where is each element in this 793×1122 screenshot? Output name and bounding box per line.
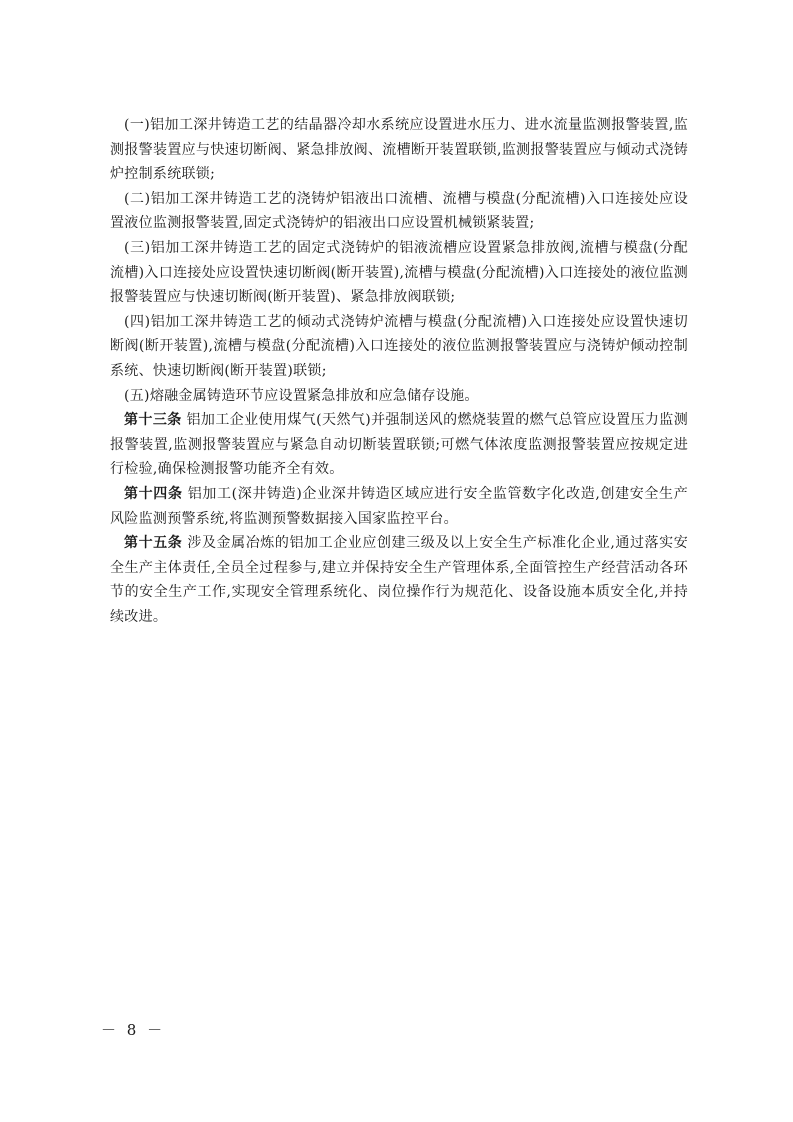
paragraph-text: (二)铝加工深井铸造工艺的浇铸炉铝液出口流槽、流槽与模盘(分配流槽)入口连接处应设置液位监测报警装置,固定式浇铸炉的铝液出口应设置机械锁紧装置; bbox=[110, 190, 688, 232]
paragraph-text: 铝加工企业使用煤气(天然气)并强制送风的燃烧装置的燃气总管应设置压力监测报警装置,监测报警装置应与紧急自动切断装置联锁;可燃气体浓度监测报警装置应按规定进行检验,确保检测报警功能齐全有效。 bbox=[110, 412, 688, 478]
article-number: 第十五条 bbox=[124, 535, 183, 552]
document-body bbox=[110, 113, 688, 629]
paragraph-item-4 bbox=[110, 310, 688, 384]
paragraph-text: 铝加工(深井铸造)企业深井铸造区域应进行安全监管数字化改造,创建安全生产风险监测预警系统,将监测预警数据接入国家监控平台。 bbox=[110, 485, 689, 527]
paragraph-text: (四)铝加工深井铸造工艺的倾动式浇铸炉流槽与模盘(分配流槽)入口连接处应设置快速切断阀(断开装置),流槽与模盘(分配流槽)入口连接处的液位监测报警装置应与浇铸炉倾动控制系统、快速切断阀(断开装置)联锁; bbox=[110, 313, 688, 379]
paragraph-item-2 bbox=[110, 187, 688, 236]
article-13 bbox=[110, 408, 688, 482]
page-number: － 8 － bbox=[101, 1021, 166, 1039]
paragraph-item-3 bbox=[110, 236, 688, 310]
paragraph-text: 涉及金属冶炼的铝加工企业应创建三级及以上安全生产标准化企业,通过落实安全生产主体责任,全员全过程参与,建立并保持安全生产管理体系,全面管控生产经营活动各环节的安全生产工作,实现安全管理系统化、岗位操作行为规范化、设备设施本质安全化,并持续改进。 bbox=[110, 535, 688, 625]
article-15 bbox=[110, 531, 688, 629]
article-14 bbox=[110, 482, 688, 531]
paragraph-text: (五)熔融金属铸造环节应设置紧急排放和应急储存设施。 bbox=[124, 387, 479, 404]
paragraph-item-1 bbox=[110, 113, 688, 187]
paragraph-item-5 bbox=[110, 384, 688, 409]
article-number: 第十三条 bbox=[124, 412, 182, 429]
paragraph-text: (一)铝加工深井铸造工艺的结晶器冷却水系统应设置进水压力、进水流量监测报警装置,监测报警装置应与快速切断阀、紧急排放阀、流槽断开装置联锁,监测报警装置应与倾动式浇铸炉控制系统联锁; bbox=[110, 117, 688, 183]
article-number: 第十四条 bbox=[124, 485, 183, 502]
paragraph-text: (三)铝加工深井铸造工艺的固定式浇铸炉的铝液流槽应设置紧急排放阀,流槽与模盘(分配流槽)入口连接处应设置快速切断阀(断开装置),流槽与模盘(分配流槽)入口连接处的液位监测报警装置应与快速切断阀(断开装置)、紧急排放阀联锁; bbox=[110, 239, 688, 306]
